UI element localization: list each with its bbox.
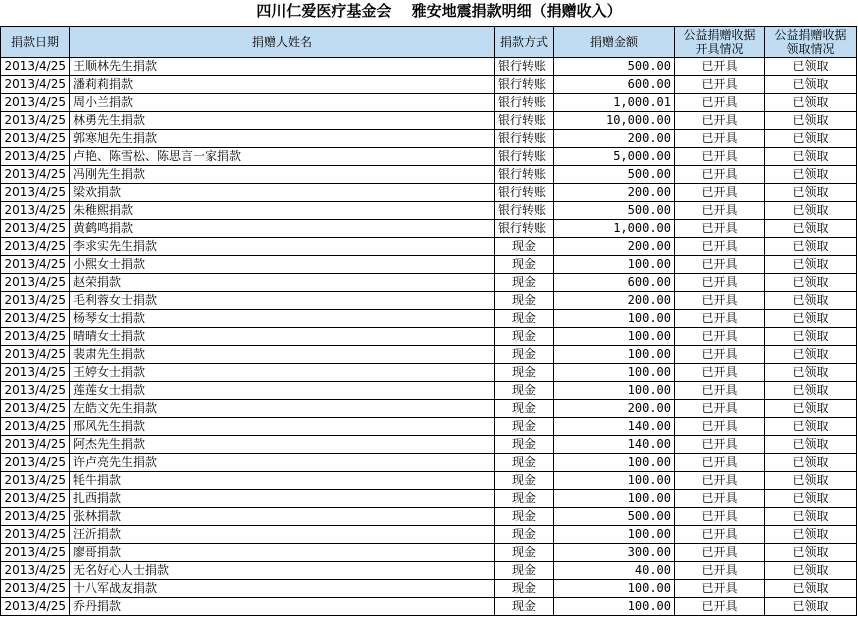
cell-collect-status[interactable]: 已领取	[765, 580, 857, 598]
cell-collect-status[interactable]: 已领取	[765, 76, 857, 94]
cell-date[interactable]: 2013/4/25	[1, 130, 70, 148]
cell-collect-status[interactable]: 已领取	[765, 454, 857, 472]
cell-receipt-status[interactable]: 已开具	[675, 454, 765, 472]
cell-amount[interactable]: 100.00	[554, 328, 675, 346]
cell-donor[interactable]: 十八军战友捐款	[70, 580, 495, 598]
cell-date[interactable]: 2013/4/25	[1, 328, 70, 346]
header-collect[interactable]	[765, 27, 857, 58]
cell-method[interactable]: 现金	[495, 346, 554, 364]
cell-amount[interactable]: 100.00	[554, 454, 675, 472]
sheet-title: 四川仁爱医疗基金会 雅安地震捐款明细（捐赠收入）	[256, 2, 622, 20]
cell-collect-status[interactable]: 已领取	[765, 166, 857, 184]
cell-amount[interactable]: 100.00	[554, 346, 675, 364]
cell-amount[interactable]: 1,000.00	[554, 220, 675, 238]
cell-receipt-status[interactable]: 已开具	[675, 238, 765, 256]
table-row	[1, 238, 857, 256]
cell-donor[interactable]: 李求实先生捐款	[70, 238, 495, 256]
cell-amount[interactable]: 200.00	[554, 184, 675, 202]
cell-collect-status[interactable]: 已领取	[765, 472, 857, 490]
cell-amount[interactable]: 500.00	[554, 166, 675, 184]
cell-date[interactable]: 2013/4/25	[1, 418, 70, 436]
cell-donor[interactable]: 王顺林先生捐款	[70, 58, 495, 76]
table-row	[1, 346, 857, 364]
cell-donor[interactable]: 王婷女士捐款	[70, 364, 495, 382]
table-row	[1, 148, 857, 166]
cell-collect-status[interactable]: 已领取	[765, 184, 857, 202]
cell-donor[interactable]: 黄鹤鸣捐款	[70, 220, 495, 238]
cell-donor[interactable]: 莲莲女士捐款	[70, 382, 495, 400]
cell-donor[interactable]: 潘莉莉捐款	[70, 76, 495, 94]
cell-amount[interactable]: 100.00	[554, 256, 675, 274]
cell-collect-status[interactable]: 已领取	[765, 274, 857, 292]
table-row	[1, 130, 857, 148]
cell-collect-status[interactable]: 已领取	[765, 130, 857, 148]
table-row	[1, 562, 857, 580]
cell-receipt-status[interactable]: 已开具	[675, 220, 765, 238]
cell-donor[interactable]: 杨琴女士捐款	[70, 310, 495, 328]
cell-method[interactable]: 现金	[495, 274, 554, 292]
cell-date[interactable]: 2013/4/25	[1, 436, 70, 454]
cell-date[interactable]: 2013/4/25	[1, 58, 70, 76]
cell-collect-status[interactable]: 已领取	[765, 346, 857, 364]
cell-donor[interactable]: 牦牛捐款	[70, 472, 495, 490]
cell-donor[interactable]: 朱稚熙捐款	[70, 202, 495, 220]
cell-receipt-status[interactable]: 已开具	[675, 346, 765, 364]
cell-date[interactable]: 2013/4/25	[1, 292, 70, 310]
cell-date[interactable]: 2013/4/25	[1, 112, 70, 130]
cell-receipt-status[interactable]: 已开具	[675, 418, 765, 436]
cell-receipt-status[interactable]: 已开具	[675, 274, 765, 292]
table-row	[1, 472, 857, 490]
cell-method[interactable]: 银行转账	[495, 202, 554, 220]
cell-method[interactable]: 现金	[495, 508, 554, 526]
cell-receipt-status[interactable]: 已开具	[675, 184, 765, 202]
cell-date[interactable]: 2013/4/25	[1, 508, 70, 526]
cell-amount[interactable]: 500.00	[554, 202, 675, 220]
cell-amount[interactable]: 100.00	[554, 382, 675, 400]
table-row	[1, 310, 857, 328]
cell-receipt-status[interactable]: 已开具	[675, 598, 765, 616]
cell-receipt-status[interactable]: 已开具	[675, 400, 765, 418]
cell-date[interactable]: 2013/4/25	[1, 400, 70, 418]
cell-collect-status[interactable]: 已领取	[765, 112, 857, 130]
cell-receipt-status[interactable]: 已开具	[675, 202, 765, 220]
cell-date[interactable]: 2013/4/25	[1, 220, 70, 238]
table-row	[1, 112, 857, 130]
cell-collect-status[interactable]: 已领取	[765, 58, 857, 76]
cell-date[interactable]: 2013/4/25	[1, 472, 70, 490]
cell-method[interactable]: 现金	[495, 292, 554, 310]
cell-receipt-status[interactable]: 已开具	[675, 490, 765, 508]
cell-collect-status[interactable]: 已领取	[765, 598, 857, 616]
cell-collect-status[interactable]: 已领取	[765, 544, 857, 562]
table-row	[1, 508, 857, 526]
cell-donor[interactable]: 卢艳、陈雪松、陈思言一家捐款	[70, 148, 495, 166]
cell-date[interactable]: 2013/4/25	[1, 562, 70, 580]
cell-amount[interactable]: 100.00	[554, 364, 675, 382]
donation-table	[0, 26, 857, 616]
cell-method[interactable]: 现金	[495, 436, 554, 454]
table-row	[1, 184, 857, 202]
cell-method[interactable]: 银行转账	[495, 94, 554, 112]
cell-collect-status[interactable]: 已领取	[765, 562, 857, 580]
table-row	[1, 436, 857, 454]
cell-amount[interactable]: 10,000.00	[554, 112, 675, 130]
cell-method[interactable]: 现金	[495, 490, 554, 508]
cell-receipt-status[interactable]: 已开具	[675, 562, 765, 580]
cell-receipt-status[interactable]: 已开具	[675, 328, 765, 346]
cell-receipt-status[interactable]: 已开具	[675, 508, 765, 526]
cell-amount[interactable]: 100.00	[554, 472, 675, 490]
cell-method[interactable]: 银行转账	[495, 184, 554, 202]
table-row	[1, 292, 857, 310]
cell-collect-status[interactable]: 已领取	[765, 490, 857, 508]
table-row	[1, 166, 857, 184]
cell-date[interactable]: 2013/4/25	[1, 526, 70, 544]
cell-method[interactable]: 现金	[495, 562, 554, 580]
cell-collect-status[interactable]: 已领取	[765, 364, 857, 382]
cell-collect-status[interactable]: 已领取	[765, 436, 857, 454]
header-collect-line2: 领取情况	[786, 42, 835, 56]
cell-amount[interactable]: 5,000.00	[554, 148, 675, 166]
cell-method[interactable]: 现金	[495, 382, 554, 400]
header-receipt[interactable]	[675, 27, 765, 58]
cell-amount[interactable]: 100.00	[554, 598, 675, 616]
cell-receipt-status[interactable]: 已开具	[675, 544, 765, 562]
cell-method[interactable]: 现金	[495, 544, 554, 562]
cell-amount[interactable]: 200.00	[554, 238, 675, 256]
cell-amount[interactable]: 140.00	[554, 418, 675, 436]
cell-amount[interactable]: 600.00	[554, 274, 675, 292]
cell-method[interactable]: 现金	[495, 310, 554, 328]
cell-date[interactable]: 2013/4/25	[1, 364, 70, 382]
cell-receipt-status[interactable]: 已开具	[675, 472, 765, 490]
cell-method[interactable]: 银行转账	[495, 76, 554, 94]
cell-amount[interactable]: 140.00	[554, 436, 675, 454]
table-row	[1, 526, 857, 544]
cell-method[interactable]: 现金	[495, 526, 554, 544]
cell-amount[interactable]: 100.00	[554, 490, 675, 508]
cell-donor[interactable]: 张林捐款	[70, 508, 495, 526]
cell-date[interactable]: 2013/4/25	[1, 382, 70, 400]
cell-receipt-status[interactable]: 已开具	[675, 76, 765, 94]
table-row	[1, 580, 857, 598]
cell-receipt-status[interactable]: 已开具	[675, 364, 765, 382]
cell-date[interactable]: 2013/4/25	[1, 256, 70, 274]
cell-donor[interactable]: 周小兰捐款	[70, 94, 495, 112]
cell-receipt-status[interactable]: 已开具	[675, 58, 765, 76]
table-row	[1, 58, 857, 76]
cell-date[interactable]: 2013/4/25	[1, 166, 70, 184]
cell-collect-status[interactable]: 已领取	[765, 94, 857, 112]
cell-method[interactable]: 现金	[495, 238, 554, 256]
cell-donor[interactable]: 乔丹捐款	[70, 598, 495, 616]
cell-receipt-status[interactable]: 已开具	[675, 310, 765, 328]
cell-date[interactable]: 2013/4/25	[1, 238, 70, 256]
cell-method[interactable]: 现金	[495, 580, 554, 598]
cell-method[interactable]: 现金	[495, 400, 554, 418]
cell-method[interactable]: 现金	[495, 598, 554, 616]
cell-amount[interactable]: 200.00	[554, 292, 675, 310]
cell-method[interactable]: 现金	[495, 328, 554, 346]
cell-amount[interactable]: 600.00	[554, 76, 675, 94]
header-amount[interactable]: 捐赠金额	[554, 27, 675, 58]
cell-donor[interactable]: 郭寒旭先生捐款	[70, 130, 495, 148]
cell-collect-status[interactable]: 已领取	[765, 400, 857, 418]
cell-donor[interactable]: 毛利蓉女士捐款	[70, 292, 495, 310]
cell-donor[interactable]: 扎西捐款	[70, 490, 495, 508]
cell-receipt-status[interactable]: 已开具	[675, 130, 765, 148]
cell-amount[interactable]: 300.00	[554, 544, 675, 562]
cell-receipt-status[interactable]: 已开具	[675, 436, 765, 454]
cell-donor[interactable]: 廖哥捐款	[70, 544, 495, 562]
cell-collect-status[interactable]: 已领取	[765, 328, 857, 346]
cell-method[interactable]: 现金	[495, 418, 554, 436]
cell-amount[interactable]: 500.00	[554, 508, 675, 526]
cell-donor[interactable]: 左皓文先生捐款	[70, 400, 495, 418]
cell-method[interactable]: 银行转账	[495, 112, 554, 130]
cell-amount[interactable]: 200.00	[554, 400, 675, 418]
cell-collect-status[interactable]: 已领取	[765, 238, 857, 256]
cell-method[interactable]: 银行转账	[495, 166, 554, 184]
table-row	[1, 418, 857, 436]
cell-date[interactable]: 2013/4/25	[1, 598, 70, 616]
table-row	[1, 454, 857, 472]
cell-donor[interactable]: 阿杰先生捐款	[70, 436, 495, 454]
cell-receipt-status[interactable]: 已开具	[675, 292, 765, 310]
cell-date[interactable]: 2013/4/25	[1, 490, 70, 508]
header-donor[interactable]: 捐赠人姓名	[70, 27, 495, 58]
table-row	[1, 328, 857, 346]
table-row	[1, 382, 857, 400]
cell-donor[interactable]: 裴肃先生捐款	[70, 346, 495, 364]
table-row	[1, 202, 857, 220]
table-row	[1, 256, 857, 274]
header-collect-line1: 公益捐赠收据	[774, 28, 847, 42]
cell-collect-status[interactable]: 已领取	[765, 310, 857, 328]
cell-collect-status[interactable]: 已领取	[765, 508, 857, 526]
table-row	[1, 544, 857, 562]
table-row	[1, 76, 857, 94]
cell-amount[interactable]: 100.00	[554, 526, 675, 544]
cell-donor[interactable]: 邢风先生捐款	[70, 418, 495, 436]
table-body	[1, 58, 857, 616]
table-row	[1, 220, 857, 238]
cell-receipt-status[interactable]: 已开具	[675, 256, 765, 274]
cell-method[interactable]: 银行转账	[495, 148, 554, 166]
cell-receipt-status[interactable]: 已开具	[675, 94, 765, 112]
cell-receipt-status[interactable]: 已开具	[675, 112, 765, 130]
table-row	[1, 364, 857, 382]
cell-amount[interactable]: 100.00	[554, 580, 675, 598]
cell-donor[interactable]: 许卢亮先生捐款	[70, 454, 495, 472]
cell-donor[interactable]: 晴晴女士捐款	[70, 328, 495, 346]
cell-receipt-status[interactable]: 已开具	[675, 148, 765, 166]
cell-date[interactable]: 2013/4/25	[1, 94, 70, 112]
cell-date[interactable]: 2013/4/25	[1, 544, 70, 562]
cell-collect-status[interactable]: 已领取	[765, 526, 857, 544]
cell-date[interactable]: 2013/4/25	[1, 202, 70, 220]
cell-method[interactable]: 银行转账	[495, 220, 554, 238]
cell-donor[interactable]: 无名好心人士捐款	[70, 562, 495, 580]
cell-date[interactable]: 2013/4/25	[1, 274, 70, 292]
cell-collect-status[interactable]: 已领取	[765, 256, 857, 274]
header-method[interactable]: 捐款方式	[495, 27, 554, 58]
table-row	[1, 490, 857, 508]
cell-method[interactable]: 现金	[495, 256, 554, 274]
header-receipt-line2: 开具情况	[695, 42, 744, 56]
cell-receipt-status[interactable]: 已开具	[675, 580, 765, 598]
cell-donor[interactable]: 梁欢捐款	[70, 184, 495, 202]
cell-amount[interactable]: 1,000.01	[554, 94, 675, 112]
cell-date[interactable]: 2013/4/25	[1, 184, 70, 202]
cell-collect-status[interactable]: 已领取	[765, 148, 857, 166]
cell-collect-status[interactable]: 已领取	[765, 292, 857, 310]
cell-method[interactable]: 现金	[495, 364, 554, 382]
table-row	[1, 400, 857, 418]
cell-donor[interactable]: 赵荣捐款	[70, 274, 495, 292]
table-row	[1, 598, 857, 616]
cell-method[interactable]: 银行转账	[495, 130, 554, 148]
cell-collect-status[interactable]: 已领取	[765, 220, 857, 238]
cell-donor[interactable]: 冯刚先生捐款	[70, 166, 495, 184]
cell-donor[interactable]: 汪沂捐款	[70, 526, 495, 544]
cell-date[interactable]: 2013/4/25	[1, 454, 70, 472]
cell-date[interactable]: 2013/4/25	[1, 580, 70, 598]
table-row	[1, 274, 857, 292]
cell-date[interactable]: 2013/4/25	[1, 148, 70, 166]
cell-method[interactable]: 现金	[495, 454, 554, 472]
cell-donor[interactable]: 林勇先生捐款	[70, 112, 495, 130]
cell-amount[interactable]: 500.00	[554, 58, 675, 76]
table-row	[1, 94, 857, 112]
cell-method[interactable]: 现金	[495, 472, 554, 490]
cell-date[interactable]: 2013/4/25	[1, 76, 70, 94]
cell-method[interactable]: 银行转账	[495, 58, 554, 76]
cell-collect-status[interactable]: 已领取	[765, 202, 857, 220]
cell-receipt-status[interactable]: 已开具	[675, 166, 765, 184]
header-receipt-line1: 公益捐赠收据	[683, 28, 756, 42]
cell-collect-status[interactable]: 已领取	[765, 418, 857, 436]
table-header-row	[1, 27, 857, 58]
cell-date[interactable]: 2013/4/25	[1, 310, 70, 328]
cell-amount[interactable]: 200.00	[554, 130, 675, 148]
cell-donor[interactable]: 小熙女士捐款	[70, 256, 495, 274]
cell-amount[interactable]: 40.00	[554, 562, 675, 580]
header-date[interactable]: 捐款日期	[1, 27, 70, 58]
cell-receipt-status[interactable]: 已开具	[675, 382, 765, 400]
cell-receipt-status[interactable]: 已开具	[675, 526, 765, 544]
cell-date[interactable]: 2013/4/25	[1, 346, 70, 364]
cell-collect-status[interactable]: 已领取	[765, 382, 857, 400]
cell-amount[interactable]: 100.00	[554, 310, 675, 328]
